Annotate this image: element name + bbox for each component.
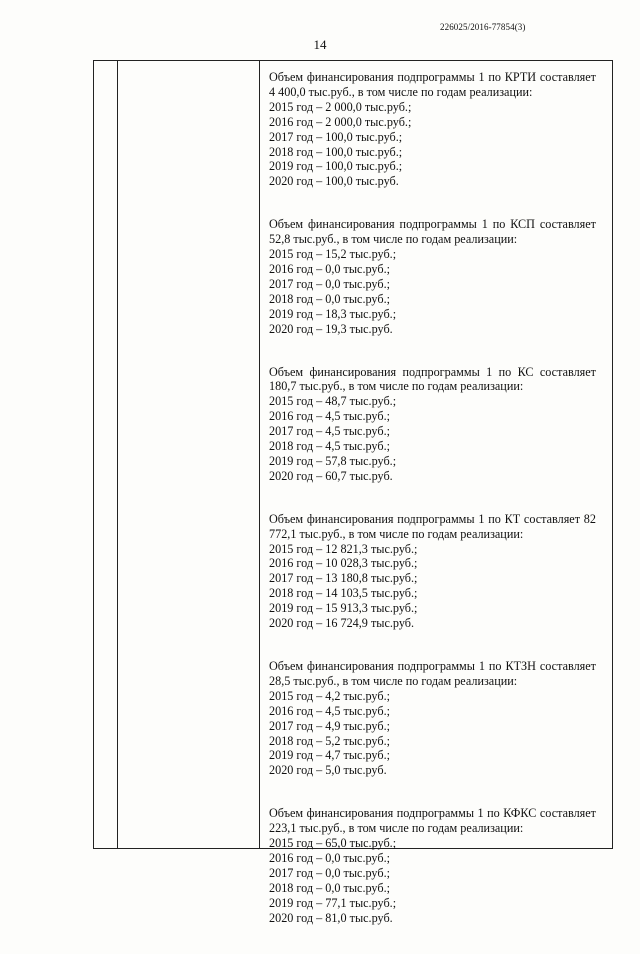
financing-intro: Объем финансирования подпрограммы 1 по КФКС составляет 223,1 тыс.руб., в том числе по годам реализации: [269, 806, 596, 836]
year-line: 2018 год – 14 103,5 тыс.руб.; [269, 586, 418, 601]
financing-block-ksp [269, 217, 596, 336]
year-line: 2015 год – 65,0 тыс.руб.; [269, 836, 397, 851]
document-id: 226025/2016-77854(3) [440, 22, 526, 32]
year-line: 2017 год – 13 180,8 тыс.руб.; [269, 571, 418, 586]
year-line: 2015 год – 4,2 тыс.руб.; [269, 688, 390, 703]
financing-intro: Объем финансирования подпрограммы 1 по КТЗН составляет 28,5 тыс.руб., в том числе по годам реализации: [269, 659, 596, 688]
table-frame [93, 60, 613, 925]
year-line: 2019 год – 57,8 тыс.руб.; [269, 453, 397, 468]
year-line: 2015 год – 2 000,0 тыс.руб.; [269, 99, 412, 114]
year-line: 2019 год – 4,7 тыс.руб.; [269, 748, 390, 763]
year-line: 2017 год – 0,0 тыс.руб.; [269, 276, 390, 291]
year-line: 2018 год – 4,5 тыс.руб.; [269, 439, 390, 454]
financing-intro: Объем финансирования подпрограммы 1 по КСП составляет 52,8 тыс.руб., в том числе по годам реализации: [269, 217, 596, 247]
financing-cell [269, 70, 596, 954]
year-line: 2020 год – 100,0 тыс.руб. [269, 174, 399, 189]
financing-block-kt [269, 512, 596, 631]
financing-block-kfks [269, 806, 596, 925]
year-line: 2016 год – 0,0 тыс.руб.; [269, 261, 390, 276]
year-line: 2020 год – 60,7 тыс.руб. [269, 468, 393, 483]
year-line: 2020 год – 5,0 тыс.руб. [269, 763, 387, 778]
year-line: 2015 год – 48,7 тыс.руб.; [269, 394, 397, 409]
column-divider-2 [259, 61, 260, 848]
year-line: 2017 год – 4,9 тыс.руб.; [269, 718, 390, 733]
page-number: 14 [313, 37, 327, 52]
year-line: 2016 год – 10 028,3 тыс.руб.; [269, 556, 418, 571]
year-line: 2020 год – 81,0 тыс.руб. [269, 910, 393, 925]
year-line: 2016 год – 4,5 тыс.руб.; [269, 409, 390, 424]
year-line: 2019 год – 100,0 тыс.руб.; [269, 159, 403, 174]
column-divider-1 [117, 61, 118, 848]
financing-intro: Объем финансирования подпрограммы 1 по КТ составляет 82 772,1 тыс.руб., в том числе по годам реализации: [269, 511, 596, 541]
financing-block-krti [269, 70, 596, 189]
year-line: 2020 год – 19,3 тыс.руб. [269, 321, 393, 336]
year-line: 2018 год – 0,0 тыс.руб.; [269, 880, 390, 895]
year-line: 2016 год – 0,0 тыс.руб.; [269, 850, 390, 865]
financing-block-ks [269, 365, 596, 484]
financing-block-ktzn [269, 659, 596, 778]
financing-intro: Объем финансирования подпрограммы 1 по КРТИ составляет 4 400,0 тыс.руб., в том числе по годам реализации: [269, 70, 596, 99]
year-line: 2017 год – 0,0 тыс.руб.; [269, 865, 390, 880]
year-line: 2015 год – 15,2 тыс.руб.; [269, 247, 397, 262]
year-line: 2017 год – 4,5 тыс.руб.; [269, 424, 390, 439]
year-line: 2016 год – 4,5 тыс.руб.; [269, 703, 390, 718]
year-line: 2015 год – 12 821,3 тыс.руб.; [269, 541, 418, 556]
year-line: 2016 год – 2 000,0 тыс.руб.; [269, 114, 412, 129]
year-line: 2019 год – 77,1 тыс.руб.; [269, 895, 397, 910]
year-line: 2018 год – 5,2 тыс.руб.; [269, 733, 390, 748]
financing-intro: Объем финансирования подпрограммы 1 по КС составляет 180,7 тыс.руб., в том числе по годам реализации: [269, 364, 596, 394]
year-line: 2018 год – 100,0 тыс.руб.; [269, 144, 403, 159]
year-line: 2019 год – 15 913,3 тыс.руб.; [269, 601, 418, 616]
year-line: 2017 год – 100,0 тыс.руб.; [269, 129, 403, 144]
year-line: 2018 год – 0,0 тыс.руб.; [269, 291, 390, 306]
year-line: 2020 год – 16 724,9 тыс.руб. [269, 616, 415, 631]
year-line: 2019 год – 18,3 тыс.руб.; [269, 306, 397, 321]
